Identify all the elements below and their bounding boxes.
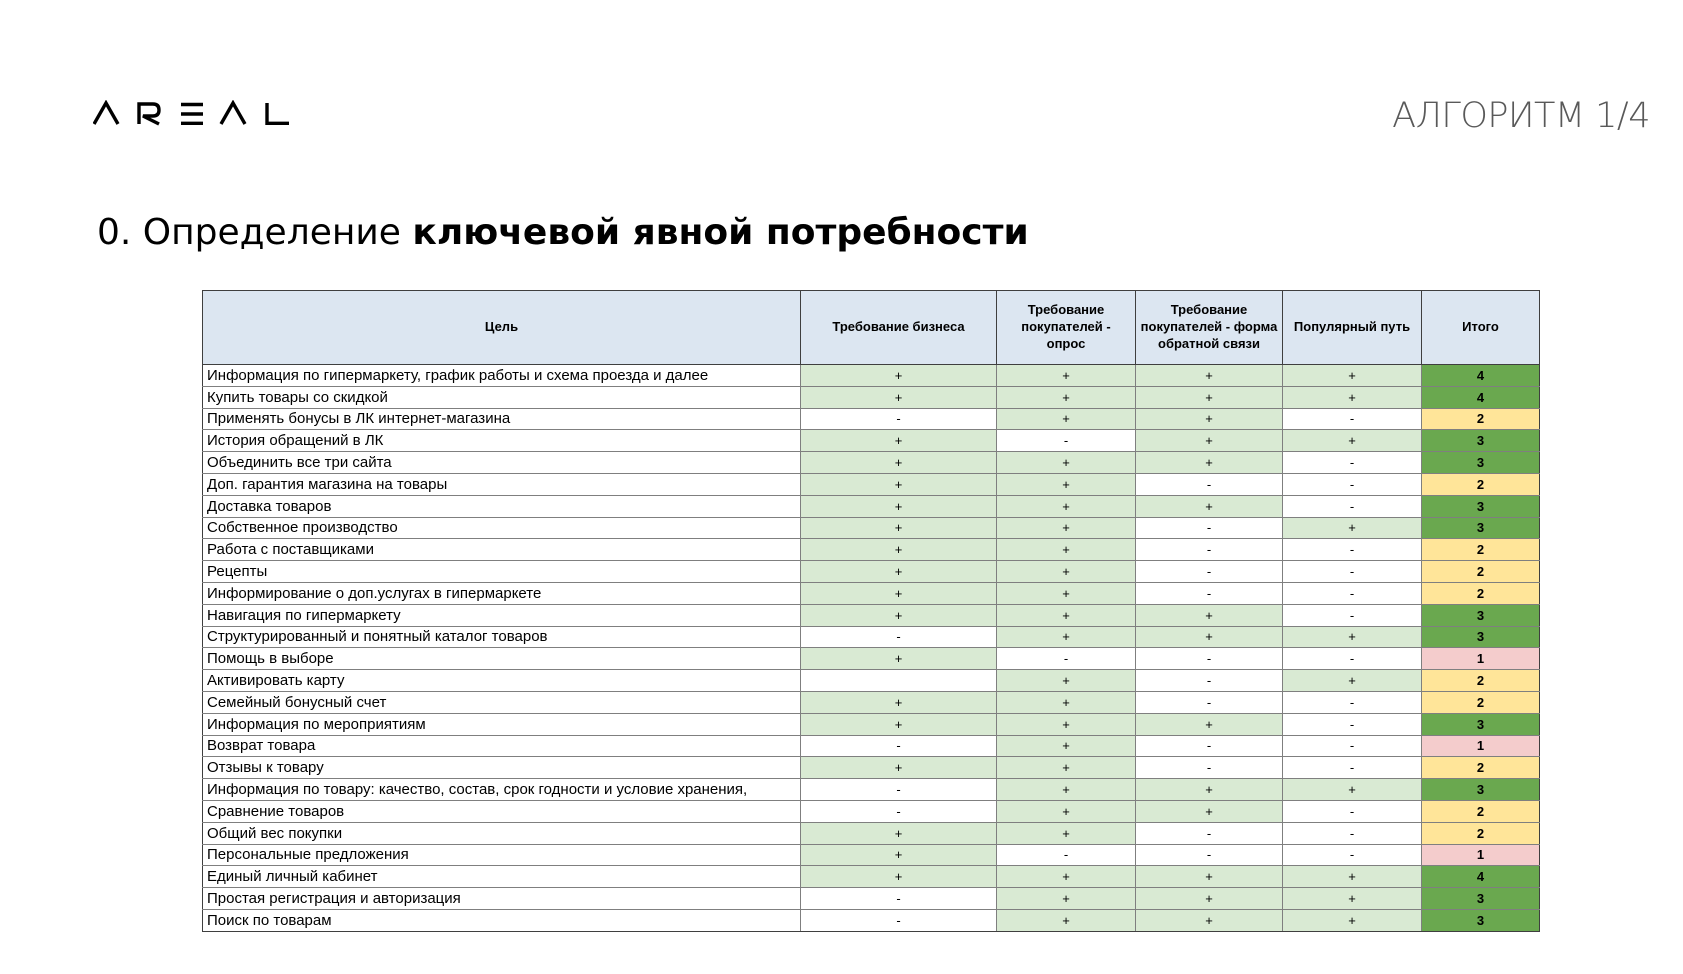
- goal-cell: Активировать карту: [203, 670, 801, 692]
- total-cell: 1: [1422, 648, 1540, 670]
- business-requirement-cell: -: [801, 626, 997, 648]
- business-requirement-cell: +: [801, 495, 997, 517]
- goal-cell: Единый личный кабинет: [203, 866, 801, 888]
- popular-path-cell: -: [1283, 735, 1422, 757]
- popular-path-cell: -: [1283, 757, 1422, 779]
- business-requirement-cell: -: [801, 909, 997, 931]
- total-cell: 2: [1422, 473, 1540, 495]
- customer-poll-cell: -: [997, 844, 1136, 866]
- table-row: [203, 670, 1540, 692]
- feedback-form-cell: +: [1136, 800, 1283, 822]
- table-row: [203, 539, 1540, 561]
- popular-path-cell: -: [1283, 452, 1422, 474]
- goal-cell: Доп. гарантия магазина на товары: [203, 473, 801, 495]
- goal-cell: Навигация по гипермаркету: [203, 604, 801, 626]
- business-requirement-cell: +: [801, 539, 997, 561]
- table-row: [203, 909, 1540, 931]
- feedback-form-cell: +: [1136, 386, 1283, 408]
- needs-table: [202, 290, 1540, 932]
- customer-poll-cell: +: [997, 713, 1136, 735]
- feedback-form-cell: +: [1136, 866, 1283, 888]
- total-cell: 3: [1422, 909, 1540, 931]
- total-cell: 3: [1422, 604, 1540, 626]
- header-business-requirement: Требование бизнеса: [801, 291, 997, 365]
- popular-path-cell: -: [1283, 691, 1422, 713]
- feedback-form-cell: -: [1136, 757, 1283, 779]
- business-requirement-cell: -: [801, 779, 997, 801]
- goal-cell: Информация по мероприятиям: [203, 713, 801, 735]
- customer-poll-cell: +: [997, 365, 1136, 387]
- popular-path-cell: -: [1283, 713, 1422, 735]
- header-popular-path: Популярный путь: [1283, 291, 1422, 365]
- goal-cell: Возврат товара: [203, 735, 801, 757]
- goal-cell: Структурированный и понятный каталог товаров: [203, 626, 801, 648]
- business-requirement-cell: +: [801, 648, 997, 670]
- total-cell: 2: [1422, 408, 1540, 430]
- goal-cell: Сравнение товаров: [203, 800, 801, 822]
- goal-cell: Работа с поставщиками: [203, 539, 801, 561]
- table-row: [203, 648, 1540, 670]
- feedback-form-cell: +: [1136, 430, 1283, 452]
- header-total: Итого: [1422, 291, 1540, 365]
- popular-path-cell: +: [1283, 517, 1422, 539]
- popular-path-cell: +: [1283, 670, 1422, 692]
- customer-poll-cell: +: [997, 539, 1136, 561]
- customer-poll-cell: +: [997, 757, 1136, 779]
- popular-path-cell: -: [1283, 800, 1422, 822]
- popular-path-cell: +: [1283, 626, 1422, 648]
- feedback-form-cell: -: [1136, 844, 1283, 866]
- feedback-form-cell: +: [1136, 408, 1283, 430]
- goal-cell: Собственное производство: [203, 517, 801, 539]
- total-cell: 2: [1422, 757, 1540, 779]
- business-requirement-cell: [801, 670, 997, 692]
- popular-path-cell: -: [1283, 495, 1422, 517]
- table-row: [203, 386, 1540, 408]
- total-cell: 2: [1422, 582, 1540, 604]
- customer-poll-cell: +: [997, 386, 1136, 408]
- page-title: [97, 212, 1029, 253]
- feedback-form-cell: -: [1136, 517, 1283, 539]
- table-row: [203, 691, 1540, 713]
- feedback-form-cell: -: [1136, 648, 1283, 670]
- customer-poll-cell: -: [997, 648, 1136, 670]
- total-cell: 3: [1422, 517, 1540, 539]
- goal-cell: Рецепты: [203, 561, 801, 583]
- feedback-form-cell: -: [1136, 539, 1283, 561]
- table-row: [203, 408, 1540, 430]
- business-requirement-cell: +: [801, 866, 997, 888]
- table-row: [203, 800, 1540, 822]
- total-cell: 4: [1422, 386, 1540, 408]
- customer-poll-cell: +: [997, 691, 1136, 713]
- table-row: [203, 779, 1540, 801]
- table-row: [203, 888, 1540, 910]
- popular-path-cell: +: [1283, 430, 1422, 452]
- table-row: [203, 604, 1540, 626]
- total-cell: 4: [1422, 365, 1540, 387]
- popular-path-cell: -: [1283, 604, 1422, 626]
- goal-cell: Поиск по товарам: [203, 909, 801, 931]
- table-row: [203, 495, 1540, 517]
- total-cell: 3: [1422, 495, 1540, 517]
- total-cell: 2: [1422, 691, 1540, 713]
- feedback-form-cell: -: [1136, 561, 1283, 583]
- table-row: [203, 517, 1540, 539]
- feedback-form-cell: -: [1136, 691, 1283, 713]
- customer-poll-cell: +: [997, 909, 1136, 931]
- total-cell: 3: [1422, 888, 1540, 910]
- popular-path-cell: +: [1283, 866, 1422, 888]
- customer-poll-cell: +: [997, 888, 1136, 910]
- total-cell: 3: [1422, 452, 1540, 474]
- feedback-form-cell: -: [1136, 822, 1283, 844]
- customer-poll-cell: +: [997, 473, 1136, 495]
- goal-cell: Общий вес покупки: [203, 822, 801, 844]
- feedback-form-cell: +: [1136, 779, 1283, 801]
- customer-poll-cell: -: [997, 430, 1136, 452]
- total-cell: 2: [1422, 822, 1540, 844]
- table-row: [203, 626, 1540, 648]
- customer-poll-cell: +: [997, 495, 1136, 517]
- total-cell: 2: [1422, 670, 1540, 692]
- header-goal: Цель: [203, 291, 801, 365]
- table-row: [203, 735, 1540, 757]
- goal-cell: Доставка товаров: [203, 495, 801, 517]
- customer-poll-cell: +: [997, 604, 1136, 626]
- needs-table-wrap: [202, 290, 1540, 932]
- popular-path-cell: -: [1283, 473, 1422, 495]
- goal-cell: Применять бонусы в ЛК интернет-магазина: [203, 408, 801, 430]
- total-cell: 2: [1422, 800, 1540, 822]
- table-body: [203, 365, 1540, 932]
- customer-poll-cell: +: [997, 408, 1136, 430]
- feedback-form-cell: +: [1136, 713, 1283, 735]
- popular-path-cell: +: [1283, 386, 1422, 408]
- feedback-form-cell: +: [1136, 626, 1283, 648]
- customer-poll-cell: +: [997, 670, 1136, 692]
- goal-cell: Простая регистрация и авторизация: [203, 888, 801, 910]
- business-requirement-cell: +: [801, 430, 997, 452]
- feedback-form-cell: -: [1136, 582, 1283, 604]
- table-row: [203, 473, 1540, 495]
- business-requirement-cell: +: [801, 365, 997, 387]
- business-requirement-cell: +: [801, 757, 997, 779]
- header-customer-poll: Требование покупателей - опрос: [997, 291, 1136, 365]
- goal-cell: Семейный бонусный счет: [203, 691, 801, 713]
- page-title-bold: ключевой явной потребности: [412, 212, 1029, 253]
- goal-cell: Отзывы к товару: [203, 757, 801, 779]
- page-counter: АЛГОРИТМ 1/4: [1392, 96, 1650, 136]
- customer-poll-cell: +: [997, 517, 1136, 539]
- customer-poll-cell: +: [997, 561, 1136, 583]
- customer-poll-cell: +: [997, 822, 1136, 844]
- table-row: [203, 430, 1540, 452]
- table-row: [203, 561, 1540, 583]
- total-cell: 3: [1422, 626, 1540, 648]
- total-cell: 1: [1422, 844, 1540, 866]
- popular-path-cell: -: [1283, 408, 1422, 430]
- popular-path-cell: -: [1283, 822, 1422, 844]
- business-requirement-cell: +: [801, 452, 997, 474]
- total-cell: 3: [1422, 713, 1540, 735]
- goal-cell: Купить товары со скидкой: [203, 386, 801, 408]
- table-row: [203, 713, 1540, 735]
- popular-path-cell: +: [1283, 888, 1422, 910]
- table-row: [203, 822, 1540, 844]
- goal-cell: Объединить все три сайта: [203, 452, 801, 474]
- popular-path-cell: -: [1283, 539, 1422, 561]
- business-requirement-cell: -: [801, 800, 997, 822]
- table-row: [203, 452, 1540, 474]
- total-cell: 1: [1422, 735, 1540, 757]
- business-requirement-cell: +: [801, 713, 997, 735]
- page-title-prefix: 0. Определение: [97, 212, 401, 253]
- feedback-form-cell: +: [1136, 604, 1283, 626]
- feedback-form-cell: +: [1136, 452, 1283, 474]
- table-header-row: [203, 291, 1540, 365]
- total-cell: 4: [1422, 866, 1540, 888]
- business-requirement-cell: +: [801, 517, 997, 539]
- business-requirement-cell: -: [801, 888, 997, 910]
- goal-cell: Персональные предложения: [203, 844, 801, 866]
- customer-poll-cell: +: [997, 800, 1136, 822]
- total-cell: 3: [1422, 779, 1540, 801]
- areal-logo-mark: [93, 100, 293, 128]
- goal-cell: Информирование о доп.услугах в гипермаркете: [203, 582, 801, 604]
- table-row: [203, 866, 1540, 888]
- header-customer-feedback-form: Требование покупателей - форма обратной связи: [1136, 291, 1283, 365]
- table-row: [203, 582, 1540, 604]
- total-cell: 2: [1422, 539, 1540, 561]
- feedback-form-cell: -: [1136, 735, 1283, 757]
- business-requirement-cell: +: [801, 582, 997, 604]
- business-requirement-cell: +: [801, 473, 997, 495]
- customer-poll-cell: +: [997, 626, 1136, 648]
- feedback-form-cell: -: [1136, 473, 1283, 495]
- goal-cell: История обращений в ЛК: [203, 430, 801, 452]
- popular-path-cell: -: [1283, 561, 1422, 583]
- feedback-form-cell: +: [1136, 888, 1283, 910]
- table-row: [203, 757, 1540, 779]
- goal-cell: Информация по гипермаркету, график работы и схема проезда и далее: [203, 365, 801, 387]
- customer-poll-cell: +: [997, 866, 1136, 888]
- feedback-form-cell: -: [1136, 670, 1283, 692]
- business-requirement-cell: -: [801, 408, 997, 430]
- table-row: [203, 365, 1540, 387]
- business-requirement-cell: +: [801, 844, 997, 866]
- customer-poll-cell: +: [997, 735, 1136, 757]
- customer-poll-cell: +: [997, 779, 1136, 801]
- table-row: [203, 844, 1540, 866]
- feedback-form-cell: +: [1136, 495, 1283, 517]
- popular-path-cell: -: [1283, 582, 1422, 604]
- business-requirement-cell: +: [801, 822, 997, 844]
- total-cell: 2: [1422, 561, 1540, 583]
- business-requirement-cell: +: [801, 386, 997, 408]
- feedback-form-cell: +: [1136, 909, 1283, 931]
- total-cell: 3: [1422, 430, 1540, 452]
- customer-poll-cell: +: [997, 452, 1136, 474]
- popular-path-cell: +: [1283, 909, 1422, 931]
- popular-path-cell: -: [1283, 648, 1422, 670]
- popular-path-cell: -: [1283, 844, 1422, 866]
- areal-logo: [93, 100, 293, 128]
- business-requirement-cell: +: [801, 561, 997, 583]
- goal-cell: Помощь в выборе: [203, 648, 801, 670]
- popular-path-cell: +: [1283, 779, 1422, 801]
- business-requirement-cell: +: [801, 604, 997, 626]
- business-requirement-cell: -: [801, 735, 997, 757]
- feedback-form-cell: +: [1136, 365, 1283, 387]
- popular-path-cell: +: [1283, 365, 1422, 387]
- business-requirement-cell: +: [801, 691, 997, 713]
- goal-cell: Информация по товару: качество, состав, срок годности и условие хранения,: [203, 779, 801, 801]
- customer-poll-cell: +: [997, 582, 1136, 604]
